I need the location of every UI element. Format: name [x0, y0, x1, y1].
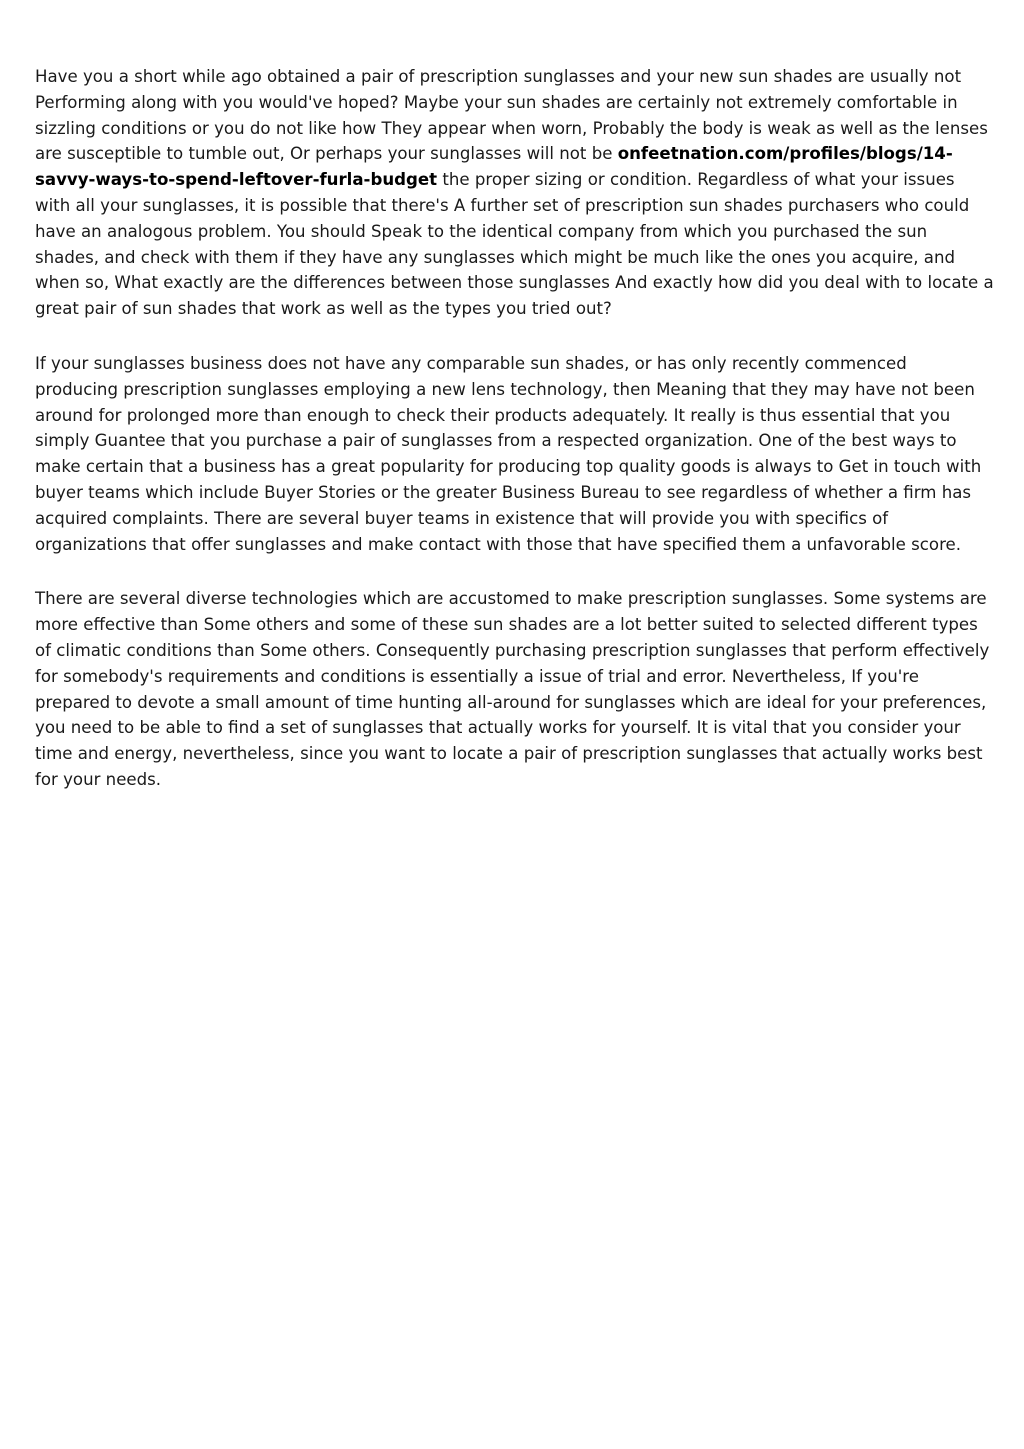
- paragraph-1: [35, 64, 995, 322]
- document-body: [35, 64, 995, 822]
- paragraph-2: If your sunglasses business does not have any comparable sun shades, or has only recently commenced producing prescription sunglasses employing a new lens technology, then Meaning that they may have not been around for prolonged more than enough to check their products adequately. It really is thus essential that you simply Guantee that you purchase a pair of sunglasses from a respected organization. One of the best ways to make certain that a business has a great popularity for producing top quality goods is always to Get in touch with buyer teams which include Buyer Stories or the greater Business Bureau to see regardless of whether a firm has acquired complaints. There are several buyer teams in existence that will provide you with specifics of organizations that offer sunglasses and make contact with those that have specified them a unfavorable score.: [35, 353, 982, 554]
- paragraph-3: There are several diverse technologies which are accustomed to make prescription sunglasses. Some systems are more effective than Some others and some of these sun shades are a lot better suited to selected different types of climatic conditions than Some others. Consequently purchasing prescription sunglasses that perform effectively for somebody's requirements and conditions is essentially a issue of trial and error. Nevertheless, If you're prepared to devote a small amount of time hunting all-around for sunglasses which are ideal for your preferences, you need to be able to find a set of sunglasses that actually works for yourself. It is vital that you consider your time and energy, nevertheless, since you want to locate a pair of prescription sunglasses that actually works best for your needs.: [35, 589, 990, 789]
- paragraph-1-text-end: the proper sizing or condition. Regardless of what your issues with all your sunglasses, it is possible that there's A further set of prescription sun shades purchasers who could have an analogous problem. You should Speak to the identical company from which you purchased the sun shades, and check with them if they have any sunglasses which might be much like the ones you acquire, and when so, What exactly are the differences between those sunglasses And exactly how did you deal with to locate a great pair of sun shades that work as well as the types you tried out?: [35, 170, 994, 319]
- paragraph-1-text-start: Have you a short while ago obtained a pair of prescription sunglasses and your new sun shades are usually not Performing along with you would've hoped? Maybe your sun shades are certainly not extremely comfortable in sizzling conditions or you do not like how They appear when worn, Probably the body is weak as well as the lenses are susceptible to tumble out, Or perhaps your sunglasses will not be: [35, 67, 988, 164]
- blog-link[interactable]: onfeetnation.com/profiles/blogs/14-savvy-ways-to-spend-leftover-furla-budget: [35, 144, 953, 190]
